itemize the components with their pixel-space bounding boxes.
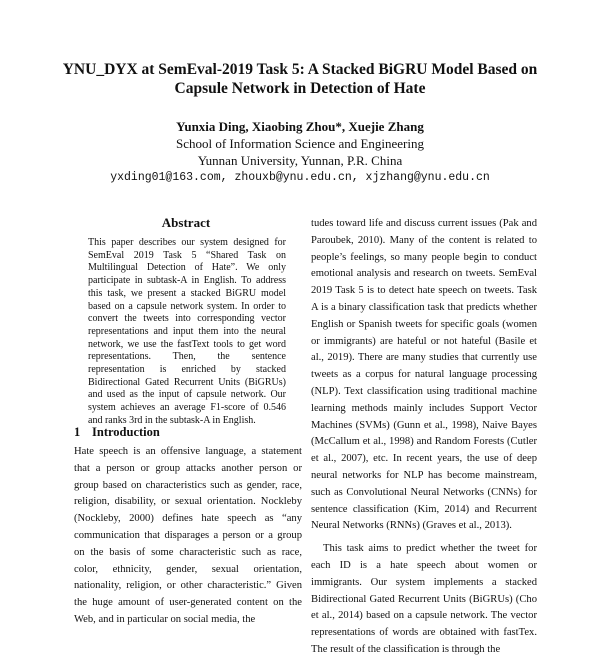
intro-paragraph-right-1: tudes toward life and discuss current issues (Pak and Paroubek, 2010). Many of the content is related to people’s feelings, so many people begin to conduct emotional analysis and research on tweets. SemEval 2019 Task 5 is to detect hate speech on tweets. Task A is a binary classification task that predicts whether English or Spanish tweets for specific goals (women or immigrants) are hateful or not hateful (Basile et al., 2019). There are many studies that currently use tweets as a corpus for natural language processing (NLP). Text classification using traditional machine learning methods mainly includes Support Vector Machines (SVMs) (Gunn et al., 1998), Naive Bayes (McCallum et al., 1998) and Random Forests (Cutler et al., 2007), etc. In recent years, the use of deep neural networks for NLP has become mainstream, such as Convolutional Neural Networks (CNNs) for sentence classification (Kim, 2014) and Recurrent Neural Networks (RNNs) (Graves et al., 2013). <box>311 218 537 532</box>
left-column-body <box>74 444 302 625</box>
intro-paragraph-left: Hate speech is an offensive language, a statement that a person or group attacks another person or group based on characteristics such as gender, race, religion, disability, or sexual orientation. Nockleby (Nockleby, 2000) defines hate speech as “any communication that disparages a person or a group on the basis of some characteristic such as race, color, ethnicity, gender, sexual orientation, nationality, religion, or other characteristic.” Given the huge amount of user-generated content on the Web, and in particular on social media, the <box>74 446 302 625</box>
abstract-text: This paper describes our system designed for SemEval 2019 Task 5 “Shared Task on Multilingual Detection of Hate”. We only participate in subtask-A in English. To address this task, we present a stacked BiGRU model based on a capsule network system. In order to convert the tweets into corresponding vector representations and input them into the neural network, we use the fastText tools to get word representations. Then, the sentence representation is enriched by stacked Bidirectional Gated Recurrent Units (BiGRUs) and used as the input of capsule network. Our system achieves an average F1-score of 0.546 and ranks 3rd in the subtask-A in English. <box>88 237 286 426</box>
section-number: 1 <box>74 425 81 439</box>
author-block <box>40 118 560 186</box>
abstract-heading: Abstract <box>161 215 211 230</box>
paper-title <box>40 60 560 98</box>
title-line-1: YNU_DYX at SemEval-2019 Task 5: A Stacked BiGRU Model Based on <box>62 61 538 78</box>
author-names: Yunxia Ding, Xiaobing Zhou*, Xuejie Zhang <box>176 119 424 134</box>
intro-heading <box>74 425 304 440</box>
affiliation-line-1: School of Information Science and Engineering <box>175 136 424 151</box>
section-title-text: Introduction <box>92 425 160 439</box>
author-emails: yxding01@163.com, zhouxb@ynu.edu.cn, xjzhang@ynu.edu.cn <box>110 171 490 184</box>
right-column-body <box>311 216 537 655</box>
affiliation-line-2: Yunnan University, Yunnan, P.R. China <box>197 153 403 168</box>
title-line-2: Capsule Network in Detection of Hate <box>174 80 426 97</box>
intro-paragraph-right-2: This task aims to predict whether the tweet for each ID is a hate speech about women or immigrants. Our system implements a stacked Bidirectional Gated Recurrent Units (BiGRUs) (Cho et al., 2014) based on a capsule network. The vector representations of words are obtained with fastTex. The result of the classification is through the <box>311 543 537 655</box>
